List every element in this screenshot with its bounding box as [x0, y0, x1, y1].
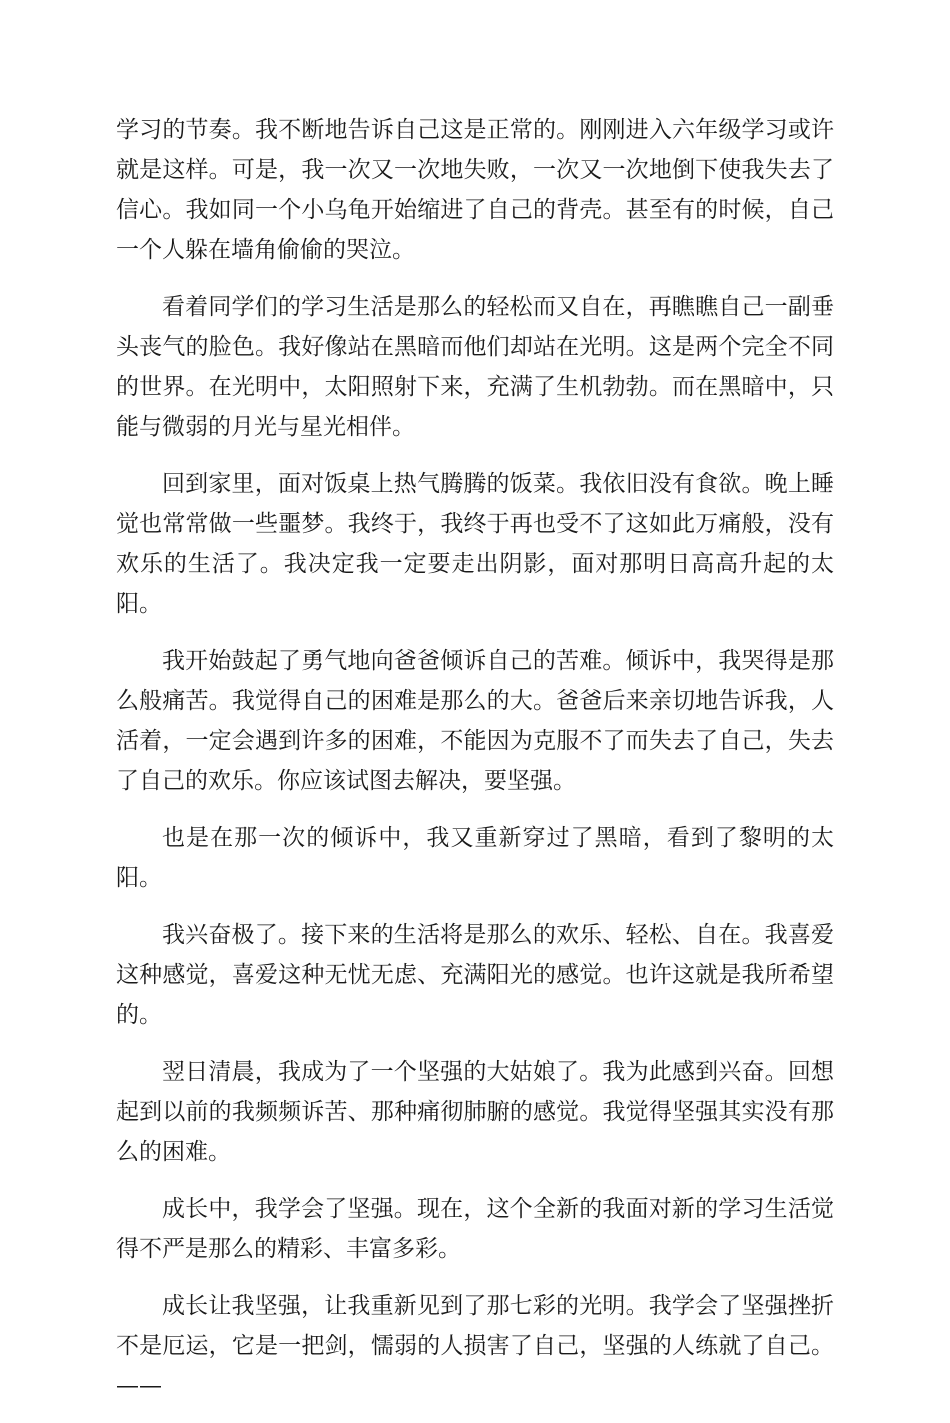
paragraph: 看着同学们的学习生活是那么的轻松而又自在，再瞧瞧自己一副垂头丧气的脸色。我好像站在黑暗而他们却站在光明。这是两个完全不同的世界。在光明中，太阳照射下来，充满了生机勃勃。而在黑暗中，只能与微弱的月光与星光相伴。 [116, 294, 834, 440]
paragraph: 翌日清晨，我成为了一个坚强的大姑娘了。我为此感到兴奋。回想起到以前的我频频诉苦、那种痛彻肺腑的感觉。我觉得坚强其实没有那么的困难。 [116, 1059, 834, 1165]
document-body [116, 110, 834, 1423]
paragraph: 成长让我坚强，让我重新见到了那七彩的光明。我学会了坚强挫折不是厄运，它是一把剑，懦弱的人损害了自己，坚强的人练就了自己。—— [116, 1293, 834, 1399]
paragraph: 回到家里，面对饭桌上热气腾腾的饭菜。我依旧没有食欲。晚上睡觉也常常做一些噩梦。我终于，我终于再也受不了这如此万痛般，没有欢乐的生活了。我决定我一定要走出阴影，面对那明日高高升起的太阳。 [116, 471, 834, 617]
paragraph: 我开始鼓起了勇气地向爸爸倾诉自己的苦难。倾诉中，我哭得是那么般痛苦。我觉得自己的困难是那么的大。爸爸后来亲切地告诉我，人活着，一定会遇到许多的困难，不能因为克服不了而失去了自己，失去了自己的欢乐。你应该试图去解决，要坚强。 [116, 648, 834, 794]
paragraph: 也是在那一次的倾诉中，我又重新穿过了黑暗，看到了黎明的太阳。 [116, 825, 834, 891]
paragraph: 我兴奋极了。接下来的生活将是那么的欢乐、轻松、自在。我喜爱这种感觉，喜爱这种无忧无虑、充满阳光的感觉。也许这就是我所希望的。 [116, 922, 834, 1028]
paragraph: 成长中，我学会了坚强。现在，这个全新的我面对新的学习生活觉得不严是那么的精彩、丰富多彩。 [116, 1196, 834, 1262]
paragraph: 学习的节奏。我不断地告诉自己这是正常的。刚刚进入六年级学习或许就是这样。可是，我一次又一次地失败，一次又一次地倒下使我失去了信心。我如同一个小乌龟开始缩进了自己的背壳。甚至有的时候，自己一个人躲在墙角偷偷的哭泣。 [116, 117, 834, 263]
